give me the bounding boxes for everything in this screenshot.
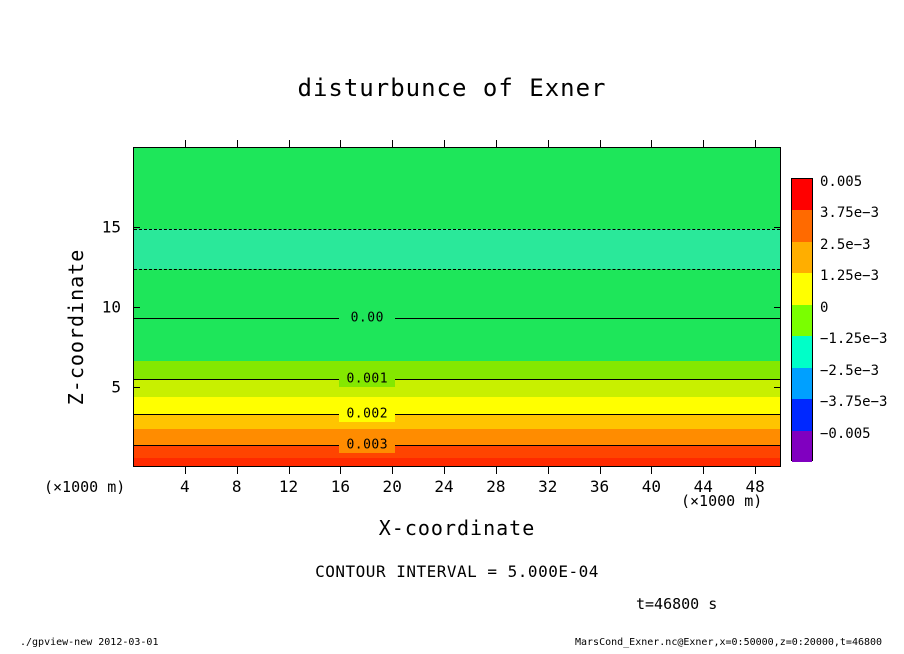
colorbar-cell bbox=[792, 242, 812, 273]
y-tick-right bbox=[774, 387, 781, 388]
colorbar bbox=[791, 178, 813, 461]
x-tick-label: 48 bbox=[745, 477, 765, 496]
x-tick-label: 4 bbox=[180, 477, 190, 496]
x-tick bbox=[651, 467, 652, 474]
x-tick bbox=[237, 467, 238, 474]
x-tick-label: 16 bbox=[330, 477, 350, 496]
colorbar-cell bbox=[792, 210, 812, 241]
color-band bbox=[134, 414, 780, 428]
x-tick-label: 8 bbox=[231, 477, 242, 496]
colorbar-cell bbox=[792, 368, 812, 399]
contour-label: 0.002 bbox=[346, 406, 389, 422]
y-tick-right bbox=[774, 307, 781, 308]
contour-label: 0.001 bbox=[346, 371, 389, 387]
x-tick-label: 20 bbox=[382, 477, 402, 496]
x-tick-label: 32 bbox=[538, 477, 558, 496]
x-tick-top bbox=[289, 140, 290, 147]
x-tick bbox=[703, 467, 704, 474]
footer-left-text: ./gpview-new 2012-03-01 bbox=[20, 637, 159, 648]
chart-title: disturbunce of Exner bbox=[297, 74, 607, 102]
x-tick bbox=[600, 467, 601, 474]
colorbar-tick-label: 0 bbox=[820, 299, 829, 316]
x-tick-top bbox=[548, 140, 549, 147]
y-tick-label: 15 bbox=[101, 217, 121, 237]
y-tick-right bbox=[774, 227, 781, 228]
color-band bbox=[134, 148, 780, 229]
colorbar-cell bbox=[792, 399, 812, 430]
colorbar-tick-label: −2.5e−3 bbox=[820, 362, 880, 379]
contour-label: 0.00 bbox=[350, 310, 384, 326]
time-label: t=46800 s bbox=[636, 595, 718, 613]
x-tick-top bbox=[237, 140, 238, 147]
x-tick-label: 12 bbox=[278, 477, 299, 496]
colorbar-cell bbox=[792, 336, 812, 367]
x-tick-label: 28 bbox=[486, 477, 506, 496]
y-axis-unit: (×1000 m) bbox=[44, 478, 126, 496]
x-tick-top bbox=[340, 140, 341, 147]
colorbar-tick-label: 0.005 bbox=[820, 174, 863, 190]
x-tick-label: 36 bbox=[589, 477, 610, 496]
color-band bbox=[134, 429, 780, 445]
colorbar-tick-label: 1.25e−3 bbox=[820, 268, 880, 285]
plot-area bbox=[133, 147, 781, 467]
color-band bbox=[134, 269, 780, 319]
contour-line bbox=[134, 318, 780, 319]
contour-line bbox=[134, 379, 780, 380]
x-tick-top bbox=[703, 140, 704, 147]
y-tick bbox=[133, 227, 140, 228]
contour-interval-label: CONTOUR INTERVAL = 5.000E-04 bbox=[315, 562, 599, 581]
contour-line bbox=[134, 414, 780, 415]
x-tick-top bbox=[185, 140, 186, 147]
x-tick-top bbox=[444, 140, 445, 147]
colorbar-cell bbox=[792, 431, 812, 462]
color-band bbox=[134, 445, 780, 459]
colorbar-cell bbox=[792, 305, 812, 336]
color-band bbox=[134, 379, 780, 397]
color-band bbox=[134, 361, 780, 379]
contour-line bbox=[134, 269, 780, 270]
x-tick bbox=[392, 467, 393, 474]
color-band bbox=[134, 458, 780, 467]
x-axis-title: X-coordinate bbox=[378, 516, 536, 540]
y-tick bbox=[133, 307, 140, 308]
colorbar-tick-label: −0.005 bbox=[820, 425, 871, 442]
x-tick-top bbox=[755, 140, 756, 147]
x-tick bbox=[444, 467, 445, 474]
colorbar-cell bbox=[792, 179, 812, 210]
x-tick bbox=[496, 467, 497, 474]
x-tick-top bbox=[392, 140, 393, 147]
x-tick-top bbox=[600, 140, 601, 147]
y-tick-label: 10 bbox=[101, 297, 121, 317]
y-tick bbox=[133, 387, 140, 388]
contour-line bbox=[134, 229, 780, 230]
x-tick bbox=[185, 467, 186, 474]
colorbar-cell bbox=[792, 273, 812, 304]
x-tick bbox=[548, 467, 549, 474]
x-tick bbox=[289, 467, 290, 474]
colorbar-tick-label: 2.5e−3 bbox=[820, 236, 871, 253]
color-band bbox=[134, 318, 780, 360]
x-axis-unit: (×1000 m) bbox=[681, 492, 763, 510]
footer-right-text: MarsCond_Exner.nc@Exner,x=0:50000,z=0:20000,t=46800 bbox=[575, 637, 883, 648]
x-tick-top bbox=[496, 140, 497, 147]
contour-line bbox=[134, 445, 780, 446]
x-tick-label: 40 bbox=[641, 477, 662, 496]
color-band bbox=[134, 229, 780, 269]
x-tick-top bbox=[651, 140, 652, 147]
contour-label: 0.003 bbox=[346, 437, 389, 453]
x-tick bbox=[755, 467, 756, 474]
x-tick-label: 44 bbox=[693, 477, 713, 496]
colorbar-tick-label: −3.75e−3 bbox=[820, 394, 888, 411]
colorbar-tick-label: −1.25e−3 bbox=[820, 331, 888, 348]
y-axis-title: Z-coordinate bbox=[64, 248, 88, 406]
colorbar-tick-label: 3.75e−3 bbox=[820, 205, 880, 222]
x-tick bbox=[340, 467, 341, 474]
color-band bbox=[134, 397, 780, 415]
x-tick-label: 24 bbox=[434, 477, 454, 496]
y-tick-label: 5 bbox=[111, 377, 121, 397]
